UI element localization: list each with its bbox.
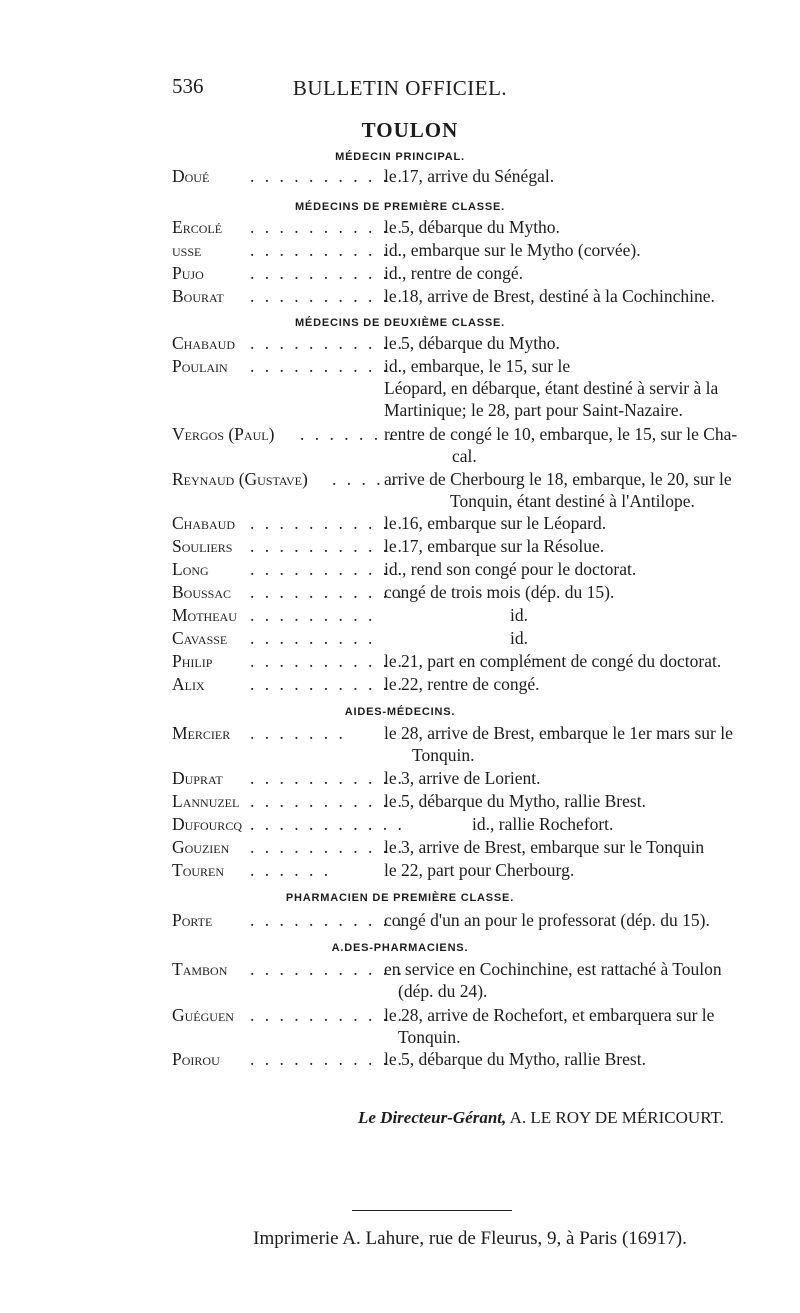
- leader-dots: . . . . .: [332, 469, 399, 489]
- leader-dots: . . . . . . . . .: [250, 628, 376, 648]
- entry-name: Porte: [172, 910, 213, 930]
- entry-name: Long: [172, 559, 209, 579]
- entry-name: Doué: [172, 166, 210, 186]
- entry-text: arrive de Cherbourg le 18, embarque, le 20, sur le: [384, 469, 732, 489]
- entry-name: Guéguen: [172, 1005, 234, 1025]
- printer-imprint: Imprimerie A. Lahure, rue de Fleurus, 9, à Paris (16917).: [253, 1228, 687, 1249]
- leader-dots: . . . . . . . . . . .: [250, 333, 405, 353]
- entry-name: Dufourcq: [172, 814, 242, 834]
- entry-name: Touren: [172, 860, 225, 880]
- leader-dots: . . . . . . . . . . .: [250, 536, 405, 556]
- entry-name: Boussac: [172, 582, 232, 602]
- leader-dots: . . . . . . . . . . .: [250, 910, 405, 930]
- entry-text-cont: Tonquin.: [398, 1027, 461, 1047]
- entry-text: le 22, rentre de congé.: [384, 674, 540, 694]
- leader-dots: . . . . . . . . . . .: [250, 513, 405, 533]
- entry-text-cont: Léopard, en débarque, étant destiné à servir à la: [384, 378, 719, 398]
- entry-text: id., embarque, le 15, sur le: [384, 356, 571, 376]
- signature: [358, 1108, 724, 1128]
- leader-dots: . . . . . .: [250, 860, 332, 880]
- leader-dots: . . . . . . . . . . .: [250, 837, 405, 857]
- entry-name: Motheau: [172, 605, 237, 625]
- leader-dots: . . . . . . . . . . .: [250, 959, 405, 979]
- running-title: BULLETIN OFFICIEL.: [292, 76, 508, 100]
- leader-dots: . . . . . . . . . . .: [250, 582, 405, 602]
- entry-text: le 5, débarque du Mytho.: [384, 333, 560, 353]
- entry-text: congé de trois mois (dép. du 15).: [384, 582, 615, 602]
- entry-name: Duprat: [172, 768, 223, 788]
- entry-name: Poirou: [172, 1049, 220, 1069]
- leader-dots: . . . . . . . . . . .: [250, 651, 405, 671]
- signature-role: Le Directeur-Gérant,: [358, 1108, 507, 1127]
- entry-text: id., rallie Rochefort.: [472, 814, 614, 834]
- leader-dots: . . . . . . . . . . .: [250, 768, 405, 788]
- entry-text-cont: cal.: [452, 446, 477, 466]
- entry-text: le 17, arrive du Sénégal.: [384, 166, 555, 186]
- entry-text: le 28, arrive de Brest, embarque le 1er mars sur le: [384, 723, 733, 743]
- entry-name: Tambon: [172, 959, 228, 979]
- entry-name: Poulain: [172, 356, 228, 376]
- leader-dots: . . . . . . . . . . .: [250, 1005, 405, 1025]
- signature-name: A. LE ROY DE MÉRICOURT.: [509, 1108, 724, 1127]
- entry-name: usse: [172, 240, 202, 260]
- entry-text: le 3, arrive de Lorient.: [384, 768, 541, 788]
- entry-text-cont: Tonquin.: [412, 745, 475, 765]
- entry-name: Mercier: [172, 723, 231, 743]
- leader-dots: . . . . . . . . . . .: [250, 1049, 405, 1069]
- heading-aides-medecins: AIDES-MÉDECINS.: [344, 706, 456, 718]
- entry-text: rentre de congé le 10, embarque, le 15, sur le Cha-: [384, 424, 738, 444]
- entry-name: Reynaud (Gustave): [172, 469, 308, 489]
- leader-dots: . . . . . . .: [300, 424, 396, 444]
- leader-dots: . . . . . . . . . . .: [250, 166, 405, 186]
- entry-text-cont: Tonquin, étant destiné à l'Antilope.: [450, 491, 695, 511]
- entry-text: congé d'un an pour le professorat (dép. du 15).: [384, 910, 710, 930]
- leader-dots: . . . . . . . . . . .: [250, 263, 405, 283]
- leader-dots: . . . . . . . . . . .: [250, 240, 405, 260]
- heading-aides-pharmaciens: A.DES-PHARMACIENS.: [331, 942, 469, 954]
- heading-premiere-classe: MÉDECINS DE PREMIÈRE CLASSE.: [294, 201, 506, 213]
- entry-text-cont: (dép. du 24).: [398, 981, 488, 1001]
- leader-dots: . . . . . . . . . . .: [250, 559, 405, 579]
- entry-text: id.: [510, 628, 528, 648]
- leader-dots: . . . . . . . . . . .: [250, 814, 405, 834]
- entry-text: le 5, débarque du Mytho.: [384, 217, 560, 237]
- entry-name: Vergos (Paul): [172, 424, 275, 444]
- entry-text: id.: [510, 605, 528, 625]
- entry-text: id., embarque sur le Mytho (corvée).: [384, 240, 641, 260]
- entry-name: Philip: [172, 651, 213, 671]
- page-number: 536: [172, 74, 204, 98]
- entry-text: le 17, embarque sur la Résolue.: [384, 536, 605, 556]
- entry-name: Chabaud: [172, 513, 236, 533]
- footer-rule: [352, 1210, 512, 1211]
- entry-name: Chabaud: [172, 333, 236, 353]
- leader-dots: . . . . . . . . . . .: [250, 674, 405, 694]
- entry-text: en service en Cochinchine, est rattaché à Toulon: [384, 959, 722, 979]
- leader-dots: . . . . . . . . .: [250, 605, 376, 625]
- entry-text: le 18, arrive de Brest, destiné à la Cochinchine.: [384, 286, 715, 306]
- entry-name: Souliers: [172, 536, 233, 556]
- entry-text: le 5, débarque du Mytho, rallie Brest.: [384, 1049, 646, 1069]
- entry-text: le 28, arrive de Rochefort, et embarquera sur le: [384, 1005, 715, 1025]
- entry-name: Alix: [172, 674, 205, 694]
- section-title: TOULON: [361, 118, 459, 142]
- entry-text: le 21, part en complément de congé du doctorat.: [384, 651, 722, 671]
- heading-pharmacien-premiere: PHARMACIEN DE PREMIÈRE CLASSE.: [285, 892, 515, 904]
- entry-name: Pujo: [172, 263, 204, 283]
- leader-dots: . . . . . . . . . . .: [250, 217, 405, 237]
- entry-text: id., rentre de congé.: [384, 263, 523, 283]
- entry-text: le 22, part pour Cherbourg.: [384, 860, 575, 880]
- heading-medecin-principal: MÉDECIN PRINCIPAL.: [335, 151, 465, 163]
- entry-name: Bourat: [172, 286, 224, 306]
- entry-text: le 5, débarque du Mytho, rallie Brest.: [384, 791, 646, 811]
- entry-name: Ercolé: [172, 217, 223, 237]
- leader-dots: . . . . . . . . . . .: [250, 356, 405, 376]
- leader-dots: . . . . . . .: [250, 723, 346, 743]
- entry-name: Cavasse: [172, 628, 228, 648]
- entry-text: le 16, embarque sur le Léopard.: [384, 513, 607, 533]
- leader-dots: . . . . . . . . . . .: [250, 286, 405, 306]
- entry-name: Gouzien: [172, 837, 230, 857]
- heading-deuxieme-classe: MÉDECINS DE DEUXIÈME CLASSE.: [294, 317, 506, 329]
- entry-text: le 3, arrive de Brest, embarque sur le Tonquin: [384, 837, 705, 857]
- entry-text: id., rend son congé pour le doctorat.: [384, 559, 637, 579]
- entry-text-cont: Martinique; le 28, part pour Saint-Nazaire.: [384, 400, 683, 420]
- leader-dots: . . . . . . . . . . .: [250, 791, 405, 811]
- entry-name: Lannuzel: [172, 791, 240, 811]
